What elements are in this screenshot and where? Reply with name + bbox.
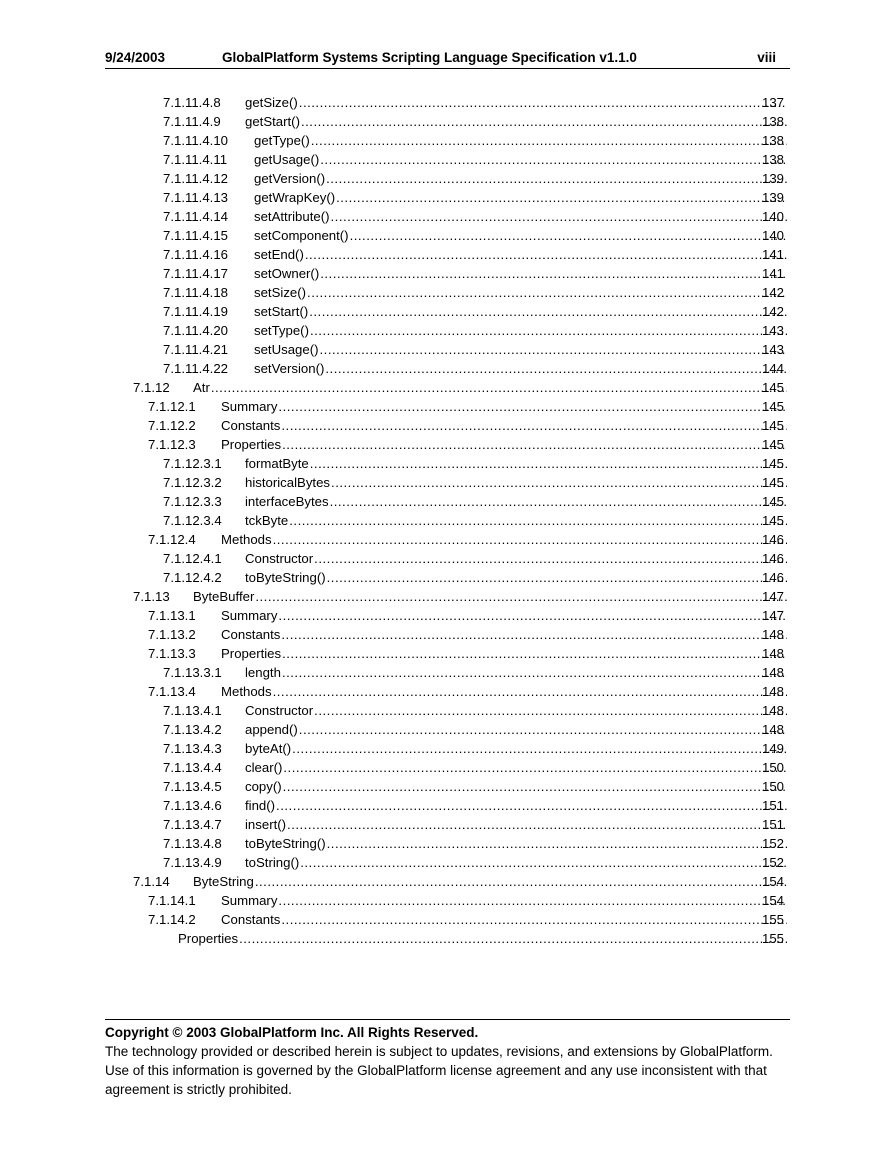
toc-entry-number: 7.1.13: [133, 589, 170, 604]
toc-entry[interactable]: [0, 416, 893, 435]
toc-entry-title: setEnd(): [254, 247, 304, 262]
toc-entry-title: append(): [245, 722, 298, 737]
toc-entry-number: 7.1.12.3.1: [163, 456, 222, 471]
toc-leader-dots: [283, 777, 787, 796]
toc-entry-number: 7.1.11.4.18: [163, 285, 229, 300]
toc-entry-number: 7.1.13.3: [148, 646, 196, 661]
toc-entry-title: getStart(): [245, 114, 300, 129]
toc-leader-dots: [331, 207, 788, 226]
toc-entry[interactable]: [0, 644, 893, 663]
toc-entry[interactable]: [0, 264, 893, 283]
toc-entry[interactable]: [0, 397, 893, 416]
toc-entry-number: 7.1.13.1: [148, 608, 196, 623]
toc-leader-dots: [299, 720, 787, 739]
toc-entry-number: 7.1.13.4.3: [163, 741, 222, 756]
toc-entry[interactable]: [0, 93, 893, 112]
toc-entry[interactable]: [0, 492, 893, 511]
toc-entry-title: setUsage(): [254, 342, 319, 357]
toc-entry[interactable]: [0, 473, 893, 492]
toc-entry-page: 148: [762, 703, 785, 718]
toc-entry-number: 7.1.14: [133, 874, 170, 889]
toc-entry[interactable]: [0, 530, 893, 549]
toc-entry-page: 150: [762, 779, 785, 794]
toc-entry[interactable]: [0, 283, 893, 302]
toc-leader-dots: [299, 93, 787, 112]
toc-entry-page: 148: [762, 646, 785, 661]
toc-entry[interactable]: [0, 758, 893, 777]
toc-entry-number: 7.1.11.4.22: [163, 361, 229, 376]
toc-entry-page: 137: [762, 95, 785, 110]
toc-leader-dots: [211, 378, 787, 397]
toc-entry-page: 148: [762, 722, 785, 737]
toc-entry-title: formatByte: [245, 456, 309, 471]
toc-entry-number: 7.1.11.4.8: [163, 95, 221, 110]
toc-entry-number: 7.1.11.4.14: [163, 209, 229, 224]
toc-leader-dots: [255, 872, 787, 891]
toc-leader-dots: [281, 416, 787, 435]
toc-entry-title: Atr: [193, 380, 210, 395]
table-of-contents: [0, 93, 893, 948]
toc-entry[interactable]: [0, 131, 893, 150]
header-page-number: viii: [757, 50, 776, 65]
toc-entry-number: 7.1.11.4.13: [163, 190, 229, 205]
toc-entry-title: length: [245, 665, 281, 680]
toc-entry-number: 7.1.14.2: [148, 912, 196, 927]
toc-leader-dots: [289, 511, 787, 530]
toc-entry[interactable]: [0, 150, 893, 169]
toc-leader-dots: [325, 359, 787, 378]
toc-entry-page: 146: [762, 551, 785, 566]
toc-entry[interactable]: [0, 625, 893, 644]
toc-leader-dots: [283, 758, 787, 777]
toc-entry-title: historicalBytes: [245, 475, 331, 490]
toc-entry-number: 7.1.13.4.7: [163, 817, 222, 832]
toc-leader-dots: [320, 150, 787, 169]
toc-entry-title: Constants: [221, 627, 281, 642]
toc-entry-title: getSize(): [245, 95, 298, 110]
toc-entry-page: 147: [762, 608, 785, 623]
toc-entry[interactable]: [0, 549, 893, 568]
toc-entry-number: 7.1.11.4.9: [163, 114, 221, 129]
toc-entry[interactable]: [0, 435, 893, 454]
toc-entry-page: 145: [762, 475, 785, 490]
toc-leader-dots: [331, 473, 787, 492]
toc-entry-page: 140: [762, 228, 785, 243]
toc-entry-page: 148: [762, 684, 785, 699]
toc-entry-page: 142: [762, 304, 785, 319]
toc-entry[interactable]: [0, 891, 893, 910]
toc-entry-number: 7.1.12.3.4: [163, 513, 222, 528]
toc-entry-number: 7.1.13.2: [148, 627, 196, 642]
toc-entry-title: insert(): [245, 817, 287, 832]
toc-leader-dots: [327, 568, 787, 587]
toc-leader-dots: [327, 834, 787, 853]
toc-entry[interactable]: [0, 454, 893, 473]
toc-leader-dots: [282, 644, 787, 663]
toc-entry-page: 146: [762, 532, 785, 547]
toc-entry-number: 7.1.12.1: [148, 399, 196, 414]
toc-entry-number: 7.1.12: [133, 380, 170, 395]
toc-entry-title: Constants: [221, 418, 281, 433]
footer-copyright: Copyright © 2003 GlobalPlatform Inc. All Rights Reserved.: [105, 1025, 479, 1040]
toc-entry-title: interfaceBytes: [245, 494, 329, 509]
toc-entry-title: Properties: [221, 437, 282, 452]
toc-entry-title: getWrapKey(): [254, 190, 336, 205]
toc-leader-dots: [310, 454, 787, 473]
toc-entry-page: 145: [762, 418, 785, 433]
toc-entry-title: setAttribute(): [254, 209, 330, 224]
toc-entry-number: 7.1.12.3: [148, 437, 196, 452]
toc-leader-dots: [300, 853, 787, 872]
toc-entry[interactable]: [0, 207, 893, 226]
toc-entry-number: 7.1.12.3.2: [163, 475, 222, 490]
toc-leader-dots: [281, 910, 787, 929]
toc-entry-title: setType(): [254, 323, 309, 338]
toc-entry[interactable]: [0, 834, 893, 853]
toc-leader-dots: [255, 587, 787, 606]
toc-entry-title: Summary: [221, 608, 278, 623]
toc-entry-number: 7.1.12.2: [148, 418, 196, 433]
toc-leader-dots: [278, 397, 787, 416]
toc-entry-number: 7.1.11.4.20: [163, 323, 229, 338]
toc-leader-dots: [278, 891, 787, 910]
toc-entry[interactable]: [0, 815, 893, 834]
toc-entry-number: 7.1.13.4.9: [163, 855, 222, 870]
toc-entry-title: Constructor: [245, 551, 314, 566]
toc-entry-page: 143: [762, 342, 785, 357]
toc-entry-title: setStart(): [254, 304, 309, 319]
toc-entry-title: toByteString(): [245, 836, 326, 851]
toc-entry[interactable]: [0, 245, 893, 264]
toc-entry-page: 154: [762, 893, 785, 908]
toc-entry-title: toByteString(): [245, 570, 326, 585]
toc-leader-dots: [239, 929, 787, 948]
toc-entry-number: 7.1.13.4.8: [163, 836, 222, 851]
toc-leader-dots: [301, 112, 787, 131]
toc-entry-number: 7.1.12.4.2: [163, 570, 222, 585]
toc-entry-page: 143: [762, 323, 785, 338]
toc-leader-dots: [314, 549, 787, 568]
toc-entry-number: 7.1.13.4.2: [163, 722, 222, 737]
toc-leader-dots: [326, 169, 787, 188]
toc-entry[interactable]: [0, 701, 893, 720]
toc-entry-page: 155: [762, 912, 785, 927]
toc-entry-page: 141: [762, 266, 785, 281]
toc-entry-title: getUsage(): [254, 152, 320, 167]
toc-entry-number: 7.1.13.4.4: [163, 760, 222, 775]
toc-entry-page: 146: [762, 570, 785, 585]
toc-entry[interactable]: [0, 226, 893, 245]
toc-entry-title: getVersion(): [254, 171, 326, 186]
toc-entry-number: 7.1.12.3.3: [163, 494, 222, 509]
toc-entry-page: 149: [762, 741, 785, 756]
toc-leader-dots: [282, 435, 787, 454]
toc-entry[interactable]: [0, 853, 893, 872]
toc-entry[interactable]: [0, 663, 893, 682]
toc-entry-title: toString(): [245, 855, 300, 870]
toc-leader-dots: [278, 606, 787, 625]
toc-entry-number: 7.1.11.4.12: [163, 171, 229, 186]
toc-entry-number: 7.1.11.4.15: [163, 228, 229, 243]
toc-entry-number: 7.1.12.4: [148, 532, 196, 547]
toc-entry-title: copy(): [245, 779, 282, 794]
toc-entry-number: 7.1.13.4: [148, 684, 196, 699]
toc-entry-page: 155: [762, 931, 785, 946]
toc-entry[interactable]: [0, 340, 893, 359]
toc-entry-title: clear(): [245, 760, 283, 775]
toc-entry-number: 7.1.14.1: [148, 893, 196, 908]
toc-entry-title: ByteString: [193, 874, 254, 889]
toc-entry-page: 139: [762, 171, 785, 186]
page-footer: [105, 1019, 790, 1099]
toc-entry[interactable]: [0, 112, 893, 131]
toc-entry-number: 7.1.11.4.17: [163, 266, 229, 281]
toc-entry-title: Constructor: [245, 703, 314, 718]
toc-entry-title: ByteBuffer: [193, 589, 255, 604]
toc-entry[interactable]: [0, 378, 893, 397]
toc-entry-title: setSize(): [254, 285, 307, 300]
toc-entry-number: 7.1.13.3.1: [163, 665, 222, 680]
toc-entry-title: byteAt(): [245, 741, 292, 756]
toc-leader-dots: [314, 701, 787, 720]
toc-entry[interactable]: [0, 302, 893, 321]
toc-entry-number: 7.1.11.4.21: [163, 342, 229, 357]
toc-entry[interactable]: [0, 720, 893, 739]
header-title: GlobalPlatform Systems Scripting Language Specification v1.1.0: [222, 50, 637, 65]
toc-entry[interactable]: [0, 321, 893, 340]
toc-entry-page: 152: [762, 836, 785, 851]
toc-leader-dots: [320, 264, 787, 283]
toc-entry-page: 138: [762, 152, 785, 167]
toc-entry-page: 154: [762, 874, 785, 889]
toc-entry-number: 7.1.11.4.16: [163, 247, 229, 262]
toc-entry-number: 7.1.11.4.19: [163, 304, 229, 319]
toc-entry-title: Constants: [221, 912, 281, 927]
toc-leader-dots: [336, 188, 787, 207]
toc-entry-page: 142: [762, 285, 785, 300]
toc-entry-page: 145: [762, 399, 785, 414]
toc-entry-title: setVersion(): [254, 361, 325, 376]
toc-entry[interactable]: [0, 188, 893, 207]
toc-entry-title: Methods: [221, 684, 272, 699]
toc-entry-page: 138: [762, 114, 785, 129]
toc-entry-page: 141: [762, 247, 785, 262]
toc-leader-dots: [282, 663, 787, 682]
header-date: 9/24/2003: [105, 50, 166, 65]
toc-entry-number: 7.1.13.4.6: [163, 798, 222, 813]
toc-entry-number: 7.1.11.4.10: [163, 133, 229, 148]
toc-entry[interactable]: [0, 796, 893, 815]
toc-entry-title: Summary: [221, 399, 278, 414]
toc-leader-dots: [281, 625, 787, 644]
toc-entry[interactable]: [0, 777, 893, 796]
toc-entry-title: setComponent(): [254, 228, 349, 243]
toc-entry[interactable]: [0, 606, 893, 625]
toc-entry-page: 152: [762, 855, 785, 870]
toc-leader-dots: [320, 340, 788, 359]
toc-leader-dots: [287, 815, 787, 834]
toc-entry-number: 7.1.13.4.1: [163, 703, 222, 718]
toc-entry-page: 145: [762, 513, 785, 528]
toc-entry-page: 151: [762, 798, 785, 813]
toc-entry-title: Methods: [221, 532, 272, 547]
toc-entry-title: setOwner(): [254, 266, 320, 281]
toc-entry[interactable]: [0, 169, 893, 188]
toc-entry[interactable]: [0, 872, 893, 891]
toc-entry-page: 148: [762, 627, 785, 642]
toc-entry-title: Properties: [178, 931, 239, 946]
toc-entry-page: 139: [762, 190, 785, 205]
toc-leader-dots: [305, 245, 787, 264]
toc-entry-number: 7.1.11.4.11: [163, 152, 228, 167]
footer-notice: The technology provided or described herein is subject to updates, revisions, and extensions by GlobalPlatform. Use of this information is governed by the GlobalPlatform license agreement and any use inconsistent with that agreement is strictly prohibited.: [105, 1044, 773, 1097]
toc-entry-page: 147: [762, 589, 785, 604]
toc-entry[interactable]: [0, 910, 893, 929]
toc-leader-dots: [307, 283, 787, 302]
toc-entry[interactable]: [0, 359, 893, 378]
toc-entry-page: 145: [762, 380, 785, 395]
toc-entry-page: 151: [762, 817, 785, 832]
toc-leader-dots: [310, 321, 787, 340]
toc-entry-page: 145: [762, 437, 785, 452]
toc-entry-number: 7.1.12.4.1: [163, 551, 222, 566]
toc-leader-dots: [330, 492, 787, 511]
toc-leader-dots: [350, 226, 787, 245]
toc-entry[interactable]: [0, 682, 893, 701]
toc-entry-page: 150: [762, 760, 785, 775]
toc-entry-page: 144: [762, 361, 785, 376]
toc-entry-number: 7.1.13.4.5: [163, 779, 222, 794]
toc-entry[interactable]: [0, 739, 893, 758]
toc-leader-dots: [276, 796, 787, 815]
toc-leader-dots: [273, 682, 787, 701]
toc-leader-dots: [309, 302, 787, 321]
toc-entry[interactable]: [0, 511, 893, 530]
toc-entry-page: 138: [762, 133, 785, 148]
toc-entry-title: getType(): [254, 133, 310, 148]
toc-entry-page: 148: [762, 665, 785, 680]
toc-entry[interactable]: [0, 587, 893, 606]
toc-entry[interactable]: [0, 929, 893, 948]
toc-entry-title: Properties: [221, 646, 282, 661]
toc-entry-title: find(): [245, 798, 276, 813]
toc-entry-title: tckByte: [245, 513, 289, 528]
page-header: [105, 50, 790, 69]
toc-entry-page: 145: [762, 494, 785, 509]
toc-entry-title: Summary: [221, 893, 278, 908]
toc-entry[interactable]: [0, 568, 893, 587]
toc-leader-dots: [311, 131, 787, 150]
toc-entry-page: 140: [762, 209, 785, 224]
toc-entry-page: 145: [762, 456, 785, 471]
toc-leader-dots: [292, 739, 787, 758]
toc-leader-dots: [273, 530, 787, 549]
